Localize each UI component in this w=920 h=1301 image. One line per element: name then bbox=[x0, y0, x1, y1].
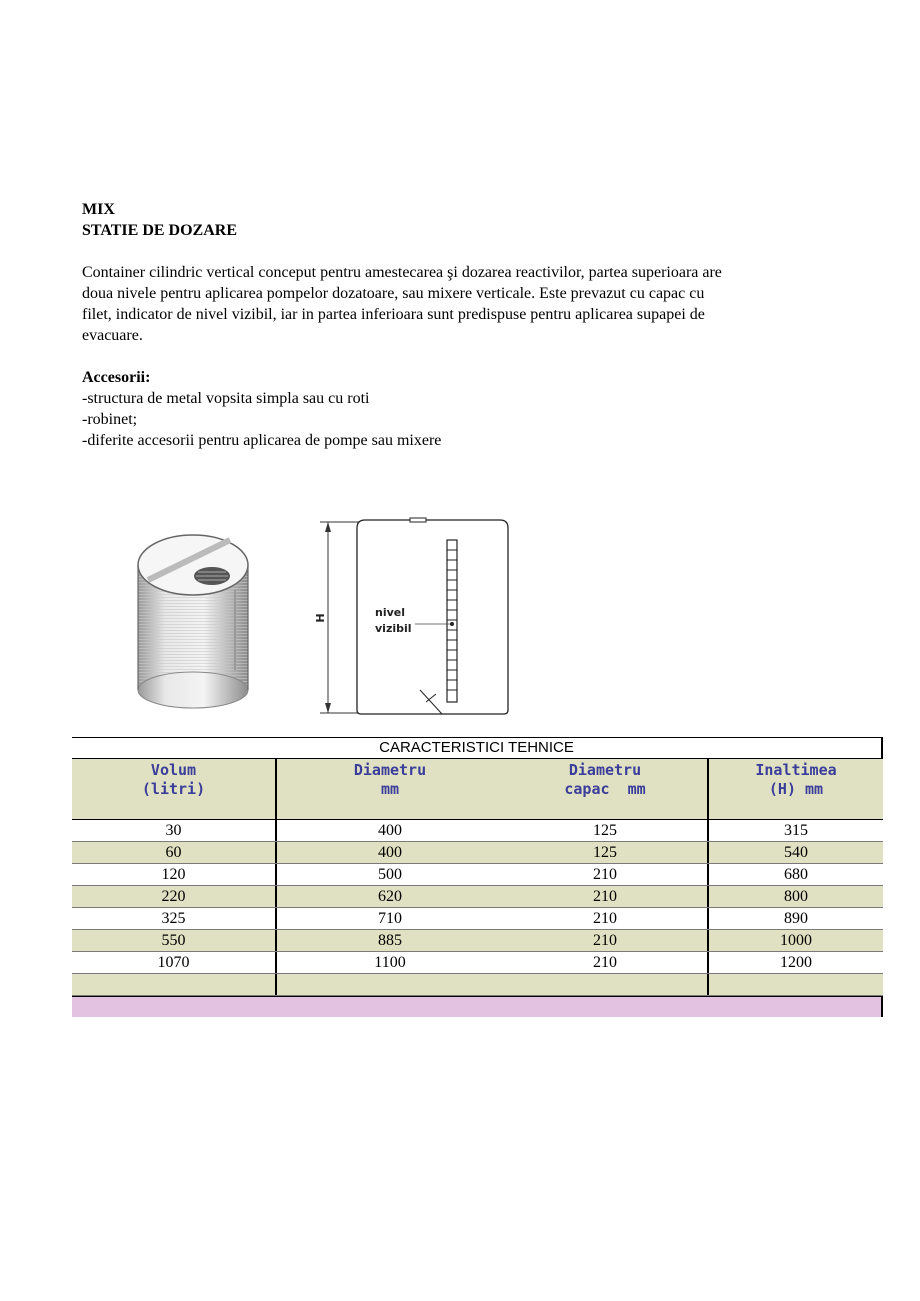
cell-height bbox=[709, 974, 883, 995]
cell-height: 890 bbox=[784, 910, 808, 927]
table-row bbox=[72, 842, 883, 864]
accessory-item: -diferite accesorii pentru aplicarea de pompe sau mixere bbox=[82, 432, 442, 449]
table-row bbox=[72, 886, 883, 908]
header-height-line1: Inaltimea bbox=[755, 761, 837, 779]
cell-diameter: 710 bbox=[378, 910, 402, 927]
table-body bbox=[72, 820, 883, 996]
product-subtitle: STATIE DE DOZARE bbox=[82, 222, 237, 239]
header-diameter-line1: Diametru bbox=[353, 761, 427, 779]
header-volume-line1: Volum bbox=[150, 761, 197, 779]
description-line: doua nivele pentru aplicarea pompelor dozatoare, sau mixere verticale. Este prevazut cu capac cu bbox=[82, 285, 705, 302]
table-row bbox=[72, 974, 883, 996]
product-title: MIX bbox=[82, 201, 115, 218]
cell-height: 1000 bbox=[780, 932, 812, 949]
cell-height: 1200 bbox=[780, 954, 812, 971]
level-label-line2: vizibil bbox=[375, 622, 412, 635]
header-lid-diameter bbox=[503, 759, 709, 819]
cell-lid-diameter: 210 bbox=[503, 952, 709, 973]
cell-volume bbox=[72, 974, 277, 995]
table-header-row bbox=[72, 759, 883, 820]
cell-volume: 220 bbox=[72, 886, 277, 907]
header-height-line2: (H) mm bbox=[768, 780, 824, 798]
cell-diameter: 400 bbox=[378, 822, 402, 839]
description-line: evacuare. bbox=[82, 327, 143, 344]
description-line: filet, indicator de nivel vizibil, iar in partea inferioara sunt predispuse pentru aplicarea supapei de bbox=[82, 306, 705, 323]
table-row bbox=[72, 952, 883, 974]
header-volume bbox=[72, 759, 277, 819]
cell-height: 315 bbox=[784, 822, 808, 839]
technical-characteristics-table bbox=[72, 737, 883, 1017]
cell-lid-diameter: 210 bbox=[503, 930, 709, 951]
table-row bbox=[72, 820, 883, 842]
cell-lid-diameter: 125 bbox=[503, 820, 709, 841]
header-lid-diameter-line1: Diametru bbox=[568, 761, 642, 779]
cell-lid-diameter: 125 bbox=[503, 842, 709, 863]
header-diameter bbox=[277, 759, 503, 819]
level-label-line1: nivel bbox=[375, 606, 406, 619]
cell-volume: 1070 bbox=[72, 952, 277, 973]
cell-diameter: 885 bbox=[378, 932, 402, 949]
cell-height: 540 bbox=[784, 844, 808, 861]
description-line: Container cilindric vertical conceput pentru amestecarea şi dozarea reactivilor, partea superioara are bbox=[82, 264, 722, 281]
accessories-title: Accesorii: bbox=[82, 369, 151, 386]
container-figures bbox=[120, 510, 520, 725]
cell-height: 680 bbox=[784, 866, 808, 883]
cell-lid-diameter bbox=[503, 974, 709, 995]
table-caption: CARACTERISTICI TEHNICE bbox=[72, 737, 883, 759]
cell-height: 800 bbox=[784, 888, 808, 905]
header-height bbox=[709, 759, 883, 819]
table-footer-band bbox=[72, 996, 883, 1017]
cell-volume: 30 bbox=[72, 820, 277, 841]
cell-volume: 120 bbox=[72, 864, 277, 885]
header-lid-diameter-line2: capac mm bbox=[564, 780, 646, 798]
accessory-item: -structura de metal vopsita simpla sau cu roti bbox=[82, 390, 370, 407]
cell-diameter: 400 bbox=[378, 844, 402, 861]
height-label: H bbox=[314, 613, 327, 623]
table-row bbox=[72, 930, 883, 952]
cell-volume: 325 bbox=[72, 908, 277, 929]
cell-lid-diameter: 210 bbox=[503, 886, 709, 907]
cell-diameter: 500 bbox=[378, 866, 402, 883]
description bbox=[82, 262, 842, 346]
table-row bbox=[72, 864, 883, 886]
cell-lid-diameter: 210 bbox=[503, 864, 709, 885]
technical-drawing bbox=[314, 518, 508, 714]
table-row bbox=[72, 908, 883, 930]
cylinder-tank-illustration bbox=[138, 535, 248, 708]
cell-diameter bbox=[277, 974, 503, 995]
cell-diameter: 1100 bbox=[374, 954, 406, 971]
cell-diameter: 620 bbox=[378, 888, 402, 905]
cell-lid-diameter: 210 bbox=[503, 908, 709, 929]
cell-volume: 60 bbox=[72, 842, 277, 863]
header-diameter-line2: mm bbox=[380, 780, 400, 798]
header-volume-line2: (litri) bbox=[141, 780, 206, 798]
accessories-section bbox=[82, 367, 842, 451]
accessory-item: -robinet; bbox=[82, 411, 138, 428]
cell-volume: 550 bbox=[72, 930, 277, 951]
